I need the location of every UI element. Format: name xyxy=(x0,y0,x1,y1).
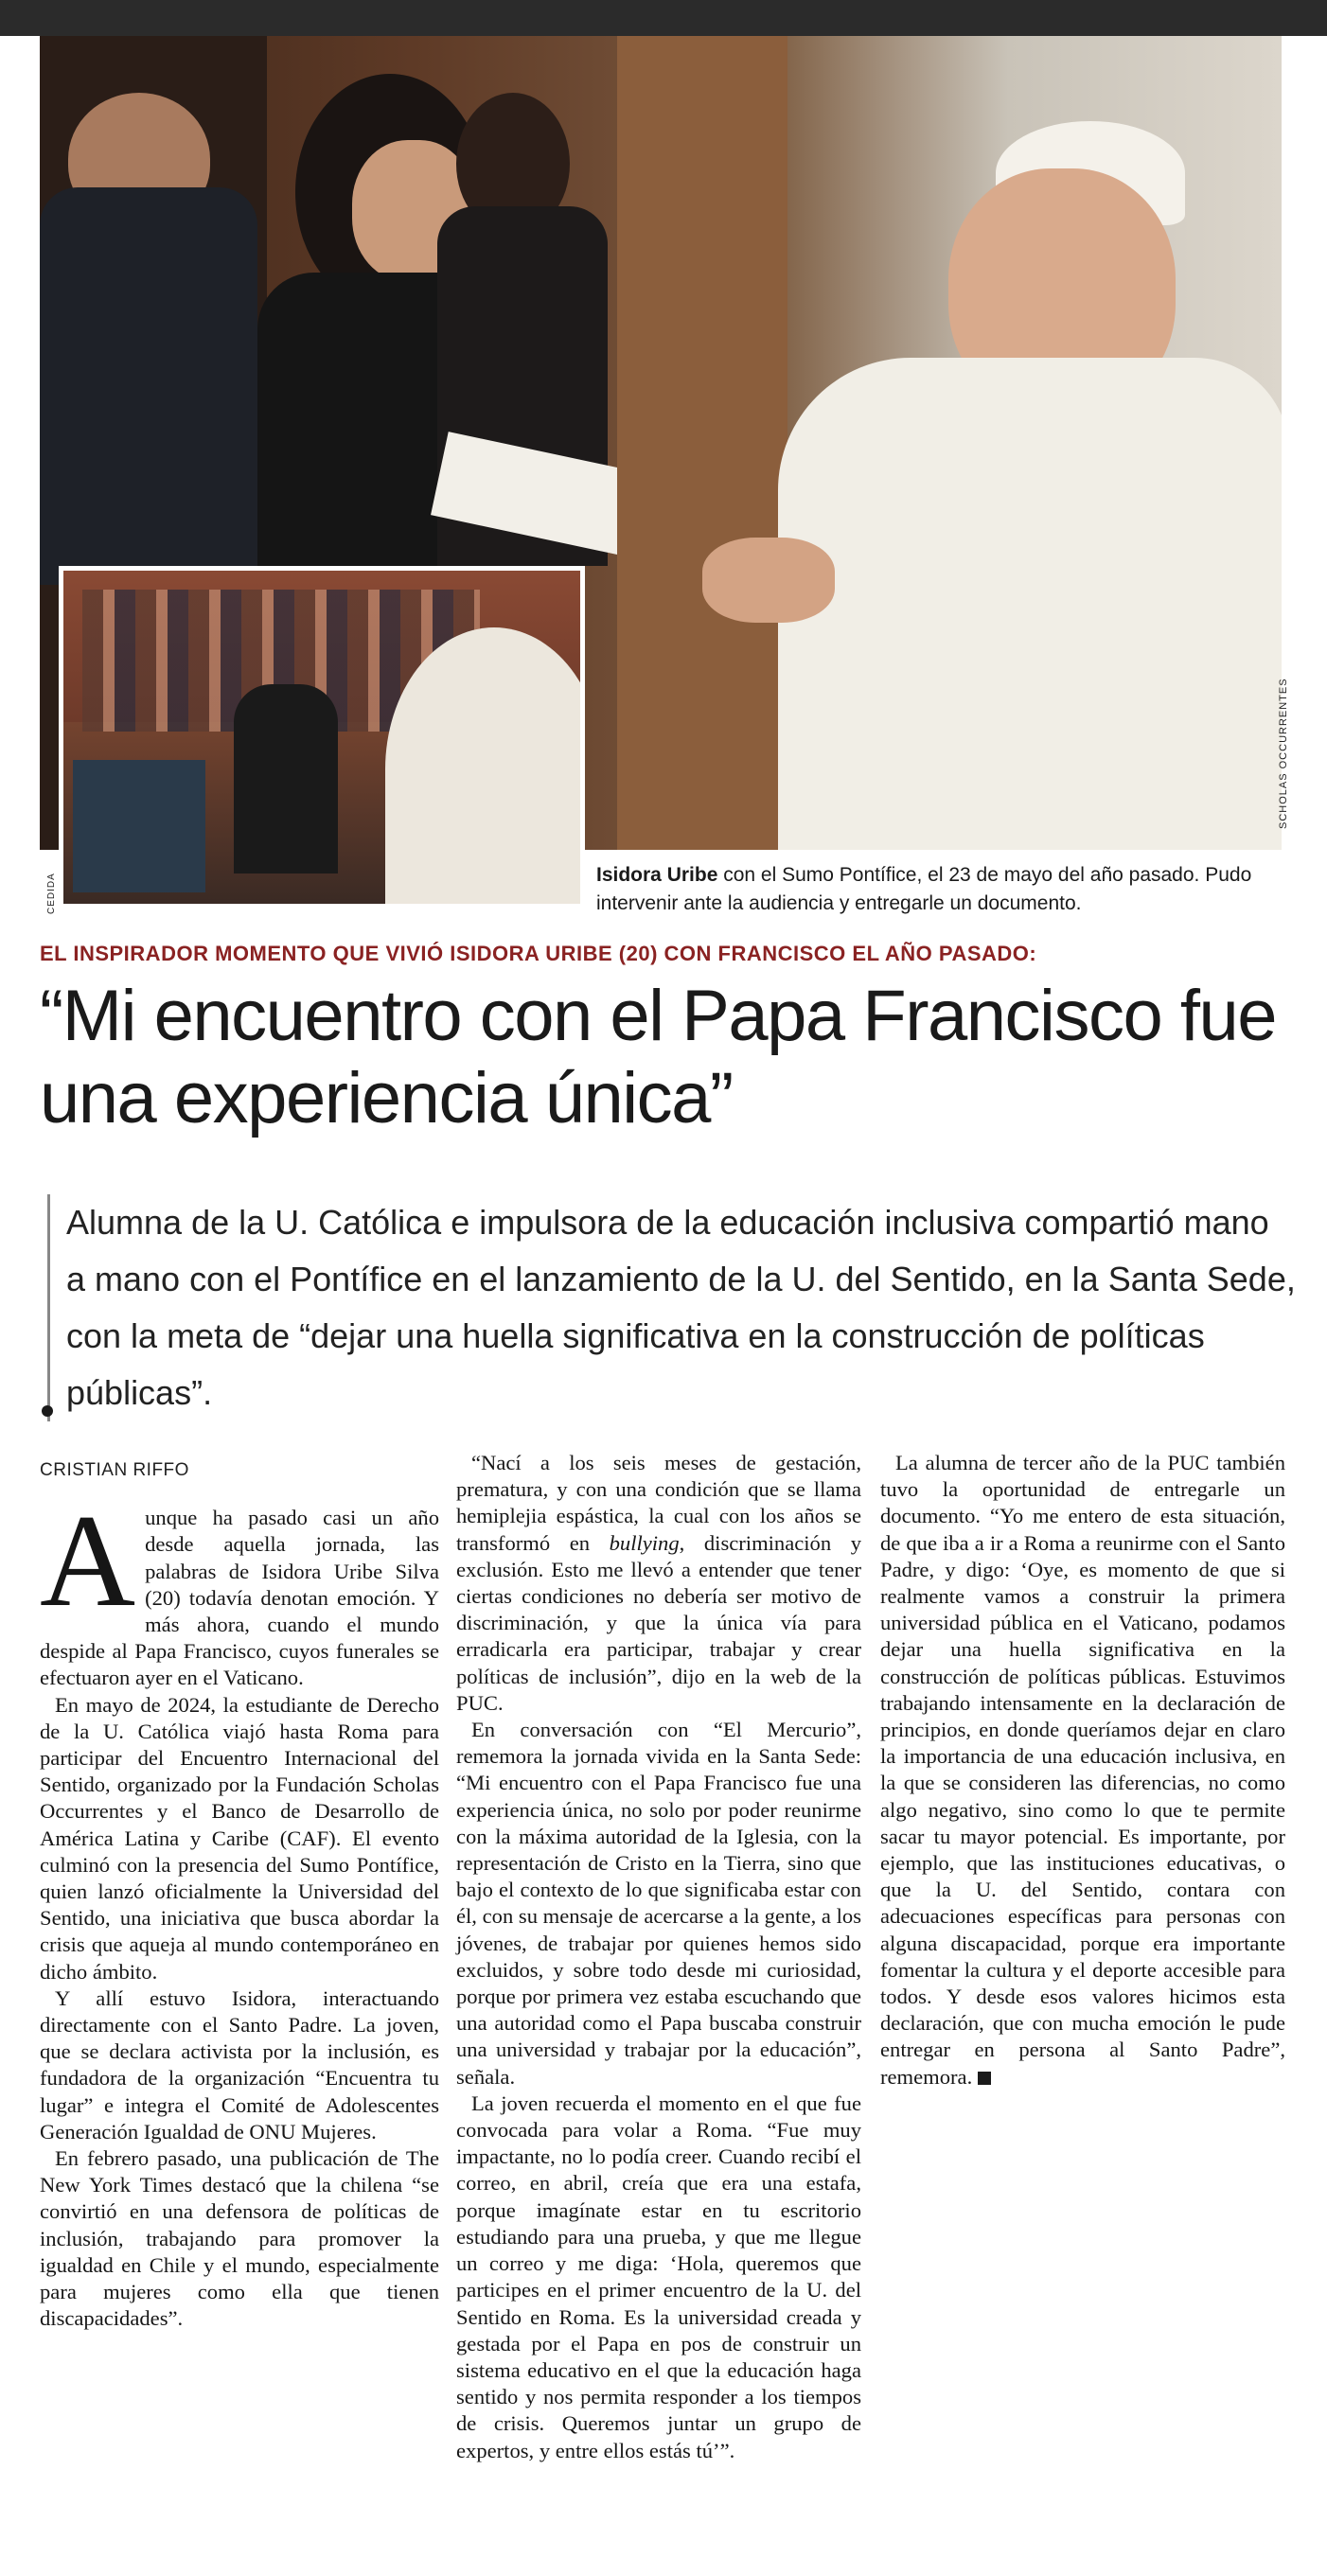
photo-caption xyxy=(596,861,1278,918)
kicker: EL INSPIRADOR MOMENTO QUE VIVIÓ ISIDORA URIBE (20) CON FRANCISCO EL AÑO PASADO: xyxy=(40,942,1037,965)
headline: “Mi encuentro con el Papa Francisco fue una experiencia única” xyxy=(40,976,1276,1138)
photo-credit-left: CEDIDA xyxy=(46,873,57,914)
column-2 xyxy=(456,1450,861,2464)
deck-bullet xyxy=(42,1405,53,1417)
deck-rule xyxy=(47,1194,50,1421)
caption-name: Isidora Uribe xyxy=(596,864,718,886)
column-1 xyxy=(40,1457,439,2333)
byline: CRISTIAN RIFFO xyxy=(40,1460,189,1480)
paragraph-5 xyxy=(456,1450,861,1717)
column-3 xyxy=(880,1450,1285,2091)
paragraph-7: La joven recuerda el momento en el que fue convocada para volar a Roma. “Fue muy impactante, no lo podía creer. Cuando recibí el correo, en abril, creía que era una estafa, porque imagínate estar en tu escritorio estudiando para una prueba, y que me llegue un correo y me diga: ‘Hola, queremos que participes en el primer encuentro de la U. del Sentido en Roma. Es la universidad creada y gestada por el Papa en pos de construir un sistema educativo en el que la educación haga sentido y nos permita responder a los tiempos de crisis. Queremos juntar un grupo de expertos, y entre ellos estás tú’”. xyxy=(456,2091,861,2462)
inset-photo xyxy=(59,566,585,909)
top-bar xyxy=(0,0,1327,36)
paragraph-1-text: unque ha pasado casi un año desde aquella jornada, las palabras de Isidora Uribe Silva (20) todavía denotan emoción. Y más ahora, cuando el mundo despide al Papa Francisco, cuyos funerales se efectuaron ayer en el Vaticano. xyxy=(40,1506,439,1690)
paragraph-5-text-b: , discriminación y exclusión. Esto me llevó a entender que tener ciertas condiciones no debería ser motivo de discriminación, y que la única vía para erradicarla era participar, trabajar y crear políticas de inclusión”, dijo en la web de la PUC. xyxy=(456,1530,861,1715)
drop-cap: A xyxy=(40,1488,136,1635)
paragraph-8 xyxy=(880,1450,1285,2091)
paragraph-6: En conversación con “El Mercurio”, rememora la jornada vivida en la Santa Sede: “Mi encuentro con el Papa Francisco fue una experiencia única, no solo por poder reunirme con la máxima autoridad de la Iglesia, con la representación de Cristo en la Tierra, sino que bajo el contexto de lo que significaba estar con él, con su mensaje de acercarse a la gente, a los jóvenes, de trabajar por quienes hemos sido excluidos, y sobre todo desde mi curiosidad, porque por primera vez estaba escuchando que una autoridad como el Papa buscaba construir una universidad y trabajar por la educación”, señala. xyxy=(456,1718,861,2089)
paragraph-8-text: La alumna de tercer año de la PUC también tuvo la oportunidad de entregarle un documento. “Yo me entero de esta situación, de que iba a ir a Roma a reunirme con el Santo Padre, y digo: ‘Oye, es momento de que si realmente vamos a construir la primera universidad pública en el Vaticano, podamos dejar una huella significativa en la construcción de políticas públicas. Estuvimos trabajando intensamente en la declaración de principios, en donde queríamos dejar en claro la importancia de una educación inclusiva, en la que se consideren las diferencias, no como algo negativo, sino como lo que te permite sacar tu mayor potencial. Es importante, por ejemplo, que las instituciones educativas, o que la U. del Sentido, contara con adecuaciones específicas para personas con alguna discapacidad, porque era importante fomentar la cultura y el deporte accesible para todos. Y desde esos valores hicimos esta declaración, que con mucha emoción le pude entregar en persona al Santo Padre”, rememora. xyxy=(880,1451,1285,2089)
photo-credit-right: SCHOLAS OCCURRENTES xyxy=(1278,678,1289,829)
end-mark xyxy=(978,2072,991,2085)
paragraph-5-italic: bullying xyxy=(609,1530,680,1555)
paragraph-4: En febrero pasado, una publicación de The New York Times destacó que la chilena “se convirtió en una defensora de políticas de inclusión, trabajando para promover la igualdad en Chile y el mundo, especialmente para mujeres como ella que tienen discapacidades”. xyxy=(40,2146,439,2331)
paragraph-2: En mayo de 2024, la estudiante de Derecho de la U. Católica viajó hasta Roma para participar del Encuentro Internacional del Sentido, organizado por la Fundación Scholas Occurrentes y el Banco de Desarrollo de América Latina y Caribe (CAF). El evento culminó con la presencia del Sumo Pontífice, quien lanzó oficialmente la Universidad del Sentido, una iniciativa que busca abordar la crisis que aqueja al mundo contemporáneo en dicho ámbito. xyxy=(40,1692,439,1984)
paragraph-5-text-a: “Nací a los seis meses de gestación, prematura, y con una condición que se llama hemiplejia espástica, la cual con los años se transformó en xyxy=(456,1451,861,1555)
paragraph-3: Y allí estuvo Isidora, interactuando directamente con el Santo Padre. La joven, que se declara activista por la inclusión, es fundadora de la organización “Encuentra tu lugar” e integra el Comité de Adolescentes Generación Igualdad de ONU Mujeres. xyxy=(40,1985,439,2144)
deck: Alumna de la U. Católica e impulsora de la educación inclusiva compartió mano a mano con el Pontífice en el lanzamiento de la U. del Sentido, en la Santa Sede, con la meta de “dejar una huella significativa en la construcción de políticas públicas”. xyxy=(66,1203,1296,1412)
paragraph-1 xyxy=(40,1488,439,1691)
caption-text: con el Sumo Pontífice, el 23 de mayo del año pasado. Pudo intervenir ante la audiencia y entregarle un documento. xyxy=(596,864,1252,914)
